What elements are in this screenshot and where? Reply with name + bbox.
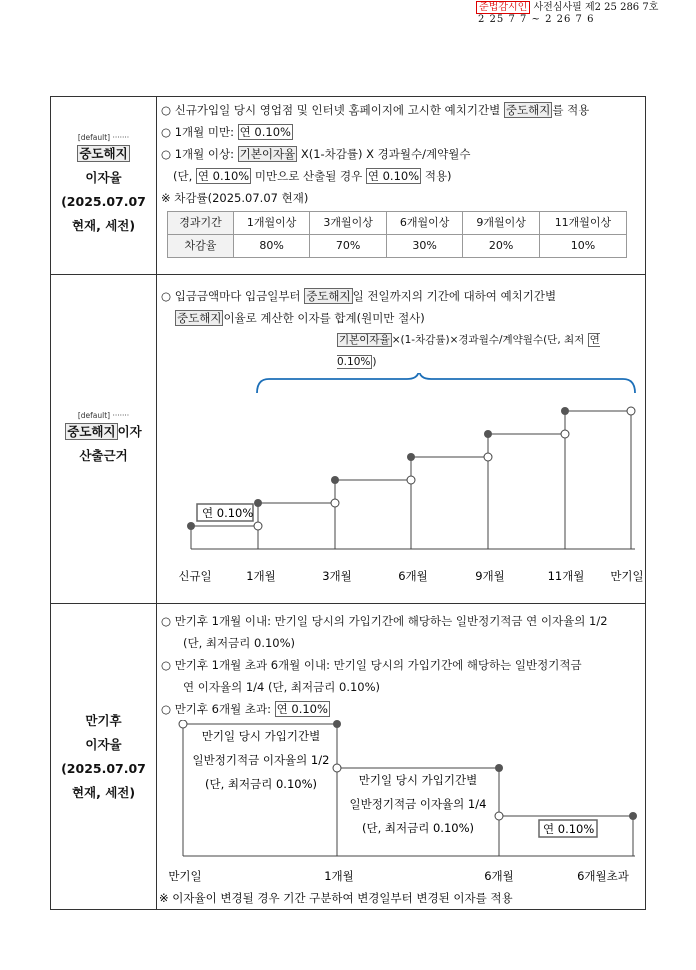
- basis-text: ○ 입금금액마다 입금일부터: [161, 289, 301, 303]
- axis-label: 6개월: [398, 569, 428, 583]
- post-maturity-step-diagram: [157, 720, 645, 908]
- rate-value: 연 0.10%: [197, 169, 250, 183]
- calculation-basis-content: [157, 275, 646, 604]
- rule-text: 를 적용: [552, 103, 590, 117]
- rate-header-cell: 3개월이상: [310, 212, 387, 235]
- rule-text: ○ 신규가입일 당시 영업점 및 인터넷 홈페이지에 고시한 예치기간별: [161, 103, 501, 117]
- open-points: [254, 407, 635, 530]
- rate-value-cell: 차감율: [168, 235, 234, 258]
- label-line: 중도해지: [67, 423, 116, 439]
- rate-value-cell: 10%: [539, 235, 626, 258]
- filled-point: [629, 812, 637, 820]
- rate-value: 연 0.10%: [367, 169, 420, 183]
- maturity-line: [161, 698, 641, 720]
- axis-label: 11개월: [547, 569, 585, 583]
- rule-text: 적용): [424, 169, 452, 183]
- note-line: 일반정기적금 이자율의 1/4: [349, 797, 487, 811]
- quarter-rate-note: [350, 773, 487, 835]
- label-line: 현재, 세전): [71, 218, 136, 233]
- open-point: [333, 764, 341, 772]
- label-line: 현재, 세전): [71, 784, 136, 800]
- axis-label: 6개월초과: [577, 869, 629, 883]
- axis-labels: [178, 569, 643, 583]
- default-tag: [default] ·······: [77, 133, 130, 142]
- highlight-term: 기본이자율: [239, 147, 296, 161]
- rule-text: ○ 1개월 미만:: [161, 125, 234, 139]
- rule-line: [161, 165, 641, 187]
- post-six-month-rate: 연 0.10%: [543, 822, 595, 836]
- approval-header: [476, 2, 658, 13]
- label-line: (2025.07.07: [61, 760, 146, 776]
- note-line: 만기일 당시 가입기간별: [358, 773, 478, 787]
- min-rate-label: 연 0.10%: [202, 506, 254, 520]
- label-line: 산출근거: [79, 447, 128, 463]
- basis-text: 일 전일까지의 기간에 대하여 예치기간별: [352, 289, 557, 303]
- rate-value: 연 0.10%: [337, 334, 600, 368]
- rule-text: 미만으로 산출될 경우: [254, 169, 363, 183]
- rate-value-cell: 70%: [310, 235, 387, 258]
- formula-line: [161, 329, 641, 373]
- rate-value: 연 0.10%: [239, 125, 291, 139]
- early-termination-label: [51, 97, 157, 275]
- label-line: (2025.07.07: [61, 194, 146, 209]
- label-line: 이자율: [85, 736, 122, 752]
- basis-text: 이율로 계산한 이자를 합계(원미만 절사): [223, 311, 425, 325]
- label-line: 이자: [117, 423, 142, 439]
- rule-line: ※ 차감률(2025.07.07 현재): [161, 191, 309, 205]
- approval-period: 2 25 7 7 ~ 2 26 7 6: [478, 14, 595, 25]
- default-tag: [default] ·······: [77, 410, 130, 420]
- rate-header-cell: 1개월이상: [233, 212, 310, 235]
- maturity-text: ○ 만기후 6개월 초과:: [161, 702, 271, 716]
- highlight-term: 중도해지: [177, 311, 222, 325]
- highlight-term: 기본이자율: [339, 334, 390, 346]
- rule-line: [161, 143, 641, 165]
- rate-header-cell: 경과기간: [168, 212, 234, 235]
- rate-table-header-row: [168, 212, 627, 235]
- filled-point: [333, 720, 341, 728]
- axis-label: 3개월: [322, 569, 352, 583]
- footnote: ※ 이자율이 변경될 경우 기간 구분하여 변경일부터 변경된 이자를 적용: [159, 891, 513, 905]
- highlight-term: 중도해지: [505, 103, 551, 117]
- label-line: 중도해지: [79, 146, 128, 161]
- rate-value-cell: 30%: [386, 235, 463, 258]
- label-line: 이자율: [85, 170, 122, 185]
- deduction-rate-table: [167, 211, 627, 258]
- axis-labels: [168, 869, 629, 883]
- early-termination-content: [157, 97, 646, 275]
- highlight-term: 중도해지: [306, 289, 351, 303]
- open-point: [495, 812, 503, 820]
- note-line: 만기일 당시 가입기간별: [201, 729, 321, 743]
- maturity-line: ○ 만기후 1개월 초과 6개월 이내: 만기일 당시의 가입기간에 해당하는 일반정기적금: [161, 658, 582, 672]
- maturity-line: (단, 최저금리 0.10%): [183, 636, 296, 650]
- rate-value: 연 0.10%: [276, 702, 328, 716]
- rule-line: [161, 99, 641, 121]
- note-line: (단, 최저금리 0.10%): [204, 777, 318, 791]
- rule-text: ○ 1개월 이상:: [161, 147, 234, 161]
- maturity-line: ○ 만기후 1개월 이내: 만기일 당시의 가입기간에 해당하는 일반정기적금 연 이자율의 1/2: [161, 614, 608, 628]
- basis-line: [161, 307, 641, 329]
- formula-brace: [257, 373, 635, 393]
- rule-text: X(1-차감률) X 경과월수/계약월수: [300, 147, 471, 161]
- basis-line: [161, 285, 641, 307]
- rate-header-cell: 11개월이상: [539, 212, 626, 235]
- axis-label: 1개월: [324, 869, 354, 883]
- rule-text: (단,: [173, 169, 193, 183]
- early-termination-step-diagram: [157, 373, 645, 603]
- formula-text: ): [372, 356, 377, 368]
- calculation-basis-label: [51, 275, 157, 604]
- label-line: 만기후: [85, 712, 122, 728]
- open-point: [179, 720, 187, 728]
- axis-label: 1개월: [246, 569, 276, 583]
- note-line: (단, 최저금리 0.10%): [361, 821, 475, 835]
- approval-number: 사전심사필 제2 25 286 7호: [533, 2, 659, 13]
- post-maturity-row: [51, 604, 646, 910]
- rate-value-cell: 80%: [233, 235, 310, 258]
- note-line: 일반정기적금 이자율의 1/2: [192, 753, 330, 767]
- early-termination-row: [51, 97, 646, 275]
- calculation-basis-row: [51, 275, 646, 604]
- rate-header-cell: 6개월이상: [386, 212, 463, 235]
- filled-point: [495, 764, 503, 772]
- axis-label: 신규일: [178, 569, 212, 583]
- axis-label: 9개월: [475, 569, 505, 583]
- rule-line: [161, 121, 641, 143]
- formula-text: ×(1-차감률)×경과월수/계약월수(단, 최저: [391, 334, 585, 346]
- interest-rate-table: [50, 96, 646, 910]
- axis-label: 만기일: [168, 869, 202, 883]
- maturity-line: 연 이자율의 1/4 (단, 최저금리 0.10%): [183, 680, 381, 694]
- rate-table-value-row: [168, 235, 627, 258]
- axis-label: 6개월: [484, 869, 514, 883]
- post-maturity-content: [157, 604, 646, 910]
- half-rate-note: [193, 729, 330, 791]
- rate-header-cell: 9개월이상: [463, 212, 540, 235]
- post-maturity-label: [51, 604, 157, 910]
- compliance-stamp: 준법감시인: [476, 1, 530, 14]
- rate-value-cell: 20%: [463, 235, 540, 258]
- axis-label: 만기일: [610, 569, 644, 583]
